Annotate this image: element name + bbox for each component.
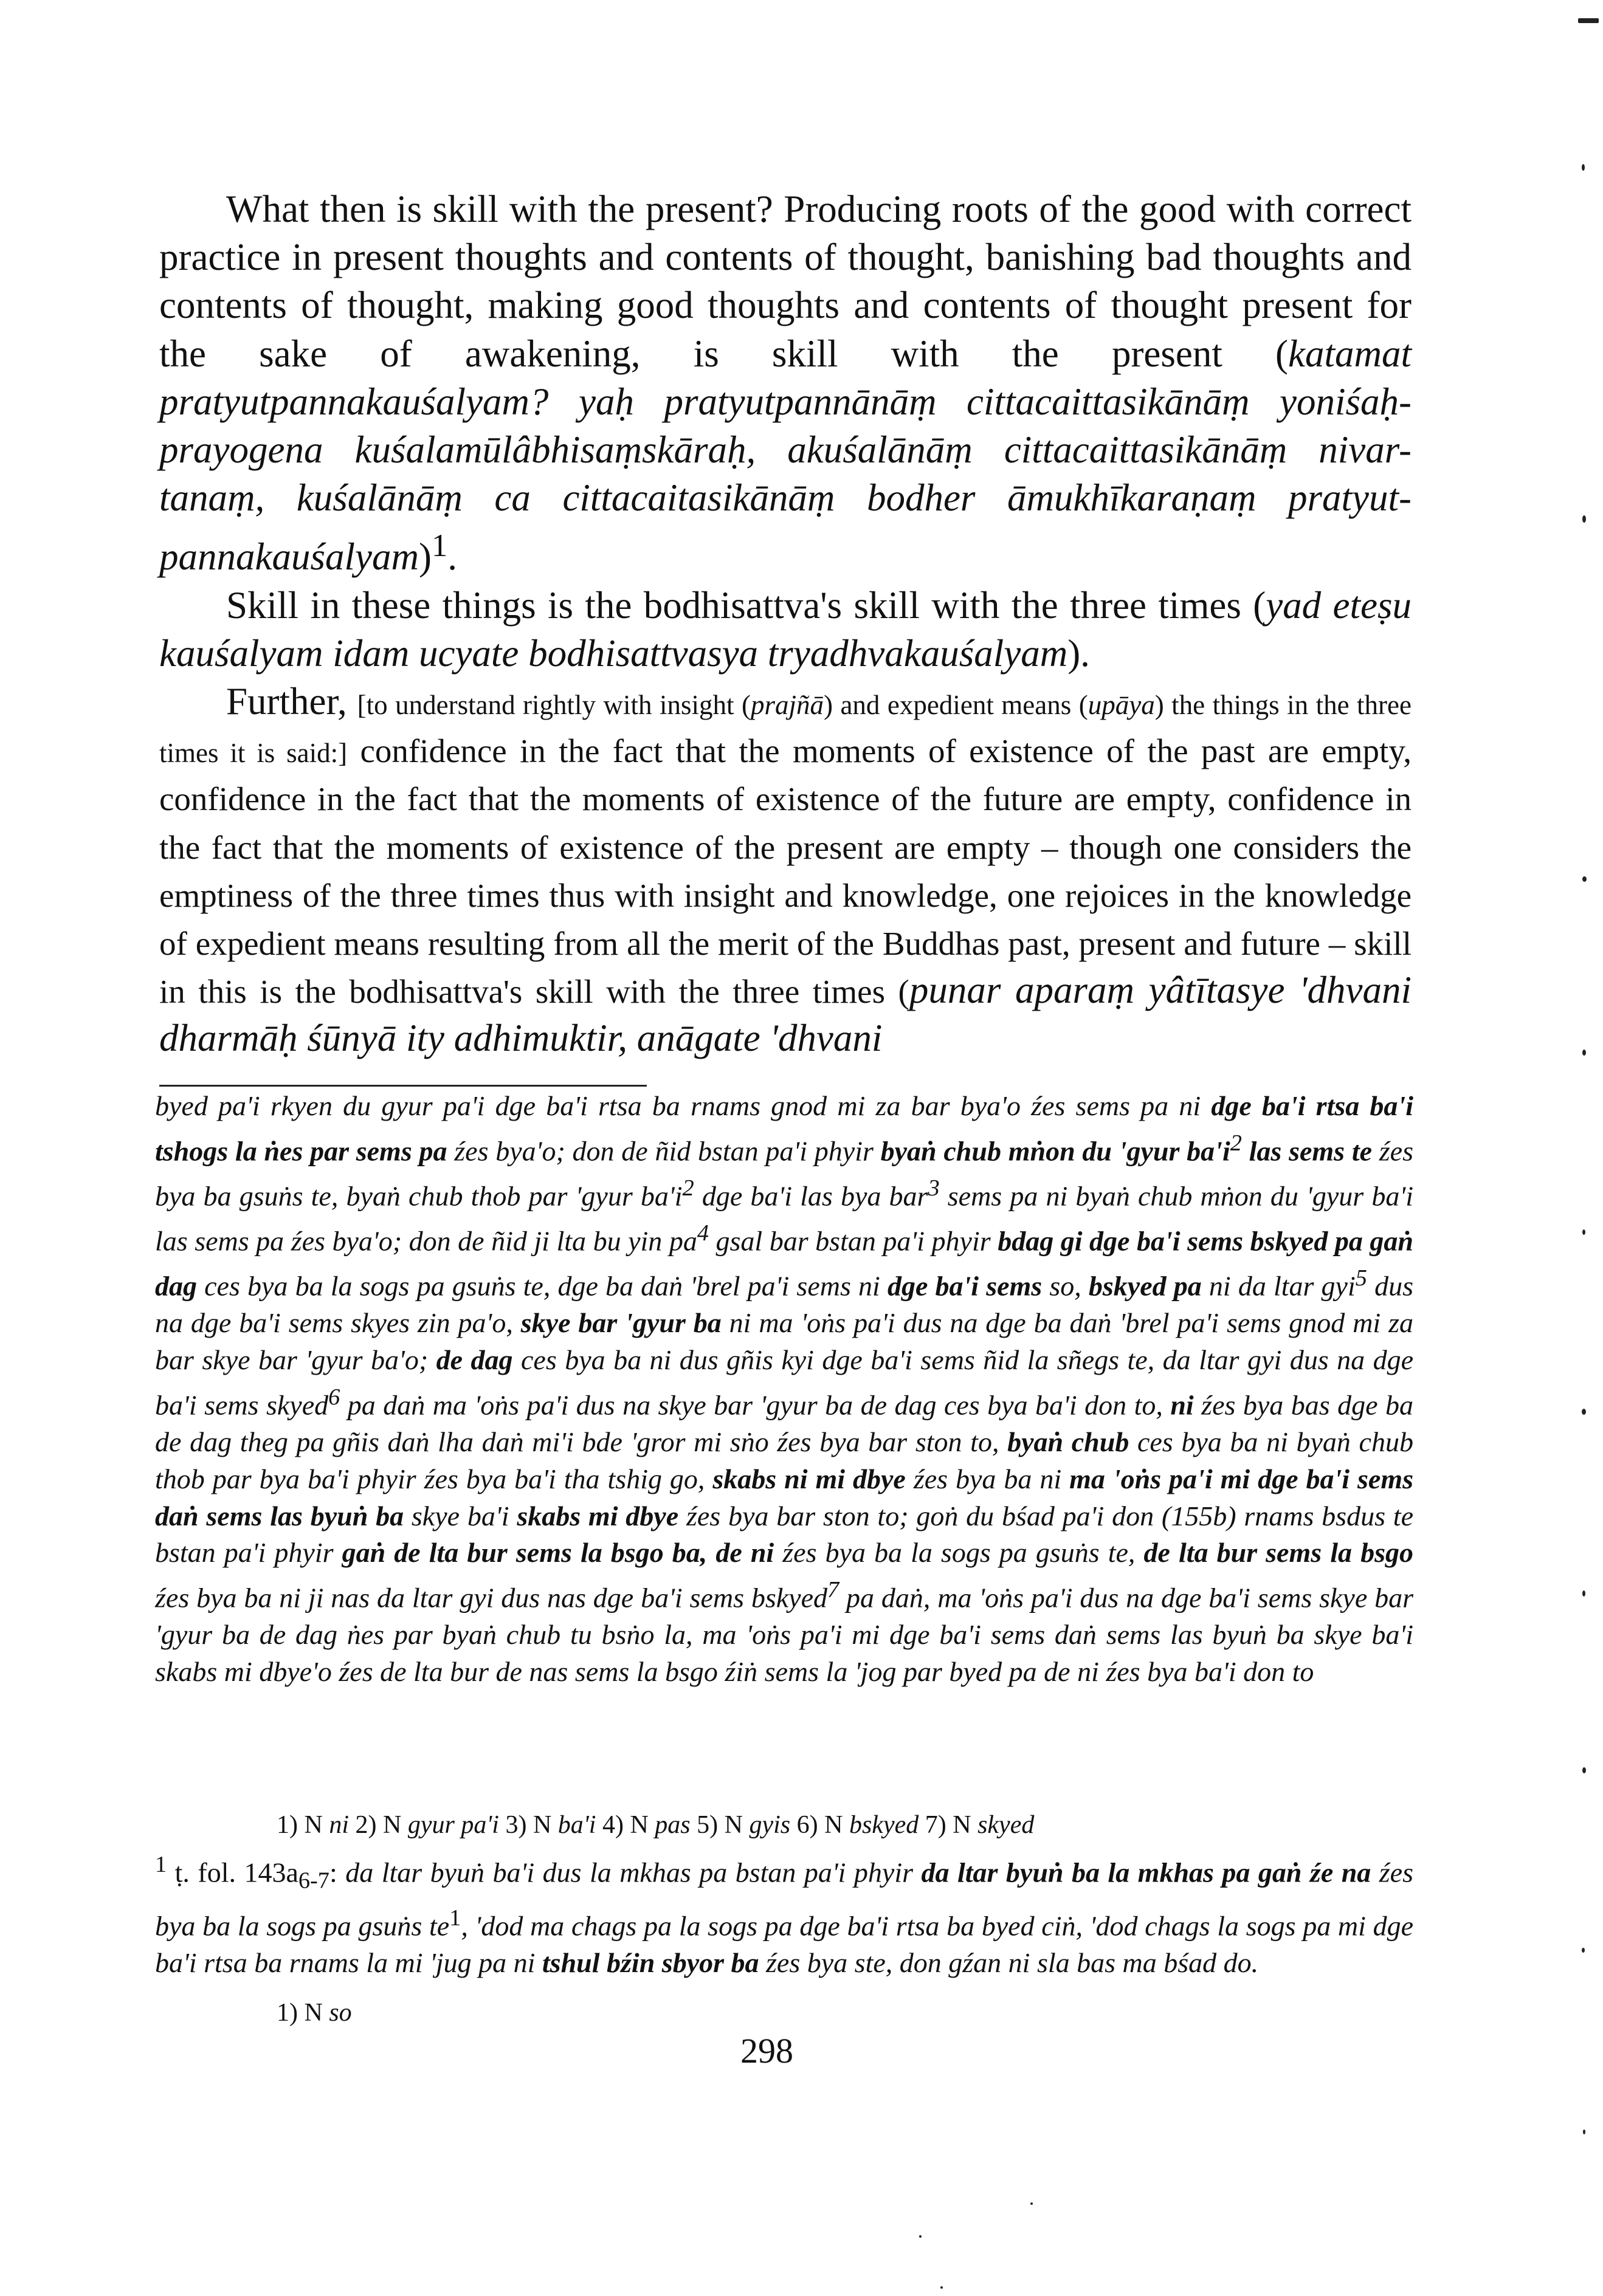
variant-ref: 4	[697, 1220, 709, 1246]
text: da ltar byuṅ ba'i dus la mkhas pa bstan pa'i phyir	[345, 1857, 922, 1888]
variant-label: 3) N	[498, 1811, 558, 1839]
main-text	[159, 185, 1412, 1063]
scan-speck	[940, 2286, 943, 2289]
text: What then is skill with the present? Producing roots of the good with correct practice in present thoughts and contents of thought, banishing bad thoughts and contents of thought, making good thoughts and contents of thought present for the sake of awakening, is skill with the present (	[159, 188, 1412, 375]
lemma: skye bar 'gyur ba	[520, 1307, 722, 1339]
lemma: dge ba'i sems	[887, 1270, 1043, 1302]
scan-speck	[1578, 18, 1599, 23]
text: )	[418, 535, 432, 579]
lemma: tshul bźin sbyor ba	[542, 1947, 759, 1978]
lemma: byaṅ chub	[1007, 1426, 1129, 1458]
text: źes bya bar ston to; goṅ du bśad pa'i don (155b) rnams bsdus te bstan pa'i phyir	[155, 1500, 1413, 1569]
footnote-paragraph	[155, 1846, 1413, 1981]
scan-speck	[1030, 2202, 1033, 2205]
scan-speck	[1582, 1409, 1586, 1415]
text: źes bya ba la sogs pa gsuṅs te	[155, 1857, 1413, 1941]
text: :	[329, 1857, 346, 1888]
scan-speck	[919, 2235, 922, 2238]
variant-readings	[277, 1807, 1432, 1843]
text: źes bya ba ni	[905, 1463, 1070, 1494]
variant-reading: skyed	[977, 1811, 1035, 1839]
variant-label: 1) N	[277, 1999, 329, 2027]
text: ).	[1067, 631, 1090, 675]
variant-ref: 7	[827, 1577, 839, 1603]
footnote-variants	[277, 1995, 641, 2031]
variant-reading: gyis	[749, 1811, 791, 1839]
text: dus na dge ba'i sems skyes zin pa'o,	[155, 1270, 1413, 1339]
sanskrit-quote: punar aparaṃ yâtītasye 'dhvani dharmāḥ śūnyā ity adhimuktir, anāgate 'dhvani	[159, 969, 1412, 1060]
lemma: de lta bur sems la bsgo	[1143, 1537, 1413, 1569]
variant-ref: 3	[928, 1175, 940, 1201]
text: byed pa'i rkyen du gyur pa'i dge ba'i rtsa ba rnams gnod mi za bar bya'o źes sems pa ni	[155, 1090, 1212, 1121]
lemma: skabs ni mi dbye	[712, 1463, 906, 1494]
variant-label: 6) N	[790, 1811, 849, 1839]
scan-speck	[1582, 1050, 1586, 1056]
text: ces bya ba ni byaṅ chub thob par bya ba'i phyir źes bya ba'i tha tshig go,	[155, 1426, 1413, 1494]
tibetan-commentary	[155, 1088, 1413, 1691]
variant-reading: gyur pa'i	[407, 1811, 499, 1839]
lemma: de dag	[436, 1344, 513, 1376]
text: ni ma 'oṅs pa'i dus na dge ba daṅ 'brel pa'i sems gnod mi za bar skye bar 'gyur ba'o;	[155, 1307, 1413, 1376]
text: so,	[1042, 1270, 1089, 1302]
variant-label: 4) N	[596, 1811, 655, 1839]
scan-speck	[1582, 1767, 1586, 1773]
paragraph-2	[159, 582, 1412, 678]
scan-speck	[1582, 1948, 1585, 1953]
commentary-paragraph	[155, 1088, 1413, 1691]
sanskrit-term: prajñā	[750, 690, 824, 721]
footnote-number: 1	[155, 1852, 167, 1877]
variant-reading: pas	[655, 1811, 691, 1839]
text: , 'dod ma chags pa la sogs pa dge ba'i rtsa ba byed ciṅ, 'dod chags la sogs pa mi dge ba'i rtsa ba rnams la mi 'jug pa ni	[155, 1909, 1414, 1978]
variant-reading: ni	[329, 1811, 349, 1839]
variant-label: 7) N	[919, 1811, 978, 1839]
text: Skill in these things is the bodhisattva's skill with the three times (	[226, 583, 1266, 627]
text: źes bya bas dge ba de dag theg pa gñis daṅ lha daṅ mi'i bde 'gror mi sṅo źes bya bar ston to,	[155, 1389, 1414, 1458]
footnote-ref: 1	[431, 528, 448, 564]
text: źes bya ba ni ji nas da ltar gyi dus nas dge ba'i sems bskyed	[155, 1582, 827, 1614]
text: [to understand rightly with insight (	[357, 690, 751, 721]
scan-speck	[1582, 164, 1585, 171]
variant-ref: 6	[328, 1384, 340, 1410]
variant-reading: ba'i	[557, 1811, 596, 1839]
variant-ref: 2	[682, 1175, 694, 1201]
variant-ref: 2	[1230, 1130, 1242, 1156]
sanskrit-quote: yad eteṣu kauśalyam idam ucyate bodhisattvasya tryadhvakauśalyam	[159, 583, 1412, 675]
text: confidence in the fact that the moments of existence of the past are empty, confidence in the fact that the moments of existence of the future are empty, confidence in the fact that the moments of existence of the present are empty – though one considers the emptiness of the three times thus with insight and knowledge, one rejoices in the knowledge of expedient means resulting from all the merit of the Buddhas past, present and future – skill in this is the bodhisattva's skill with the three times (	[159, 732, 1412, 1011]
variant-reading: bskyed	[849, 1811, 919, 1839]
scan-speck	[1582, 876, 1587, 882]
footnote-separator	[159, 1085, 647, 1087]
scan-speck	[1582, 1229, 1585, 1235]
lemma: dge ba'i rtsa ba'i tshogs la ṅes par sems pa	[155, 1090, 1413, 1167]
lemma: bskyed pa	[1088, 1270, 1202, 1302]
lemma: gaṅ de lta bur sems la bsgo ba, de ni	[342, 1537, 774, 1569]
variant-label: 1) N	[277, 1811, 329, 1839]
variant-ref: 1	[449, 1905, 461, 1931]
scan-speck	[1582, 515, 1586, 523]
text: ) the things in the three times it is said:]	[159, 690, 1412, 769]
variant-reading: so	[329, 1999, 352, 2027]
text: gsal bar bstan pa'i phyir	[709, 1225, 998, 1257]
text: źes bya ba la sogs pa gsuṅs te,	[774, 1537, 1144, 1569]
variant-label: 2) N	[349, 1811, 408, 1839]
text: ces bya ba ni dus gñis kyi dge ba'i sems ñid la sñegs te, da ltar gyi dus na dge ba'i sems skyed	[155, 1344, 1413, 1421]
text: pa daṅ ma 'oṅs pa'i dus na skye bar 'gyur ba de dag ces bya ba'i don to,	[340, 1389, 1171, 1421]
footnote-source-lines: 6-7	[298, 1868, 329, 1894]
text: .	[447, 535, 457, 579]
text: ces bya ba la sogs pa gsuṅs te, dge ba daṅ 'brel pa'i sems ni	[197, 1270, 888, 1302]
lemma: ma 'oṅs pa'i mi dge ba'i sems daṅ sems las byuṅ ba	[155, 1463, 1414, 1531]
lemma: ni	[1170, 1389, 1194, 1421]
text: ) and expedient means (	[824, 690, 1088, 721]
paragraph-1	[159, 185, 1412, 582]
sanskrit-quote: katamat pratyutpannakauśalyam? yaḥ pratyutpannānāṃ cittacaittasikānāṃ yoniśaḥ-prayogena kuśalamūlâbhisaṃskāraḥ, akuśalānāṃ cittacaittasikānāṃ nivar-tanaṃ, kuśalānāṃ ca cittacaitasikānāṃ bodher āmukhīkaraṇaṃ pratyut-pannakauśalyam	[159, 332, 1412, 579]
footnote-1	[155, 1846, 1413, 1981]
scan-speck	[1582, 1590, 1585, 1597]
lemma: skabs mi dbye	[517, 1500, 679, 1531]
text: ni da ltar gyi	[1201, 1270, 1356, 1302]
lemma: bdag gi dge ba'i sems bskyed pa gaṅ dag	[155, 1225, 1413, 1302]
text: źes bya ba gsuṅs te, byaṅ chub thob par 'gyur ba'i	[155, 1135, 1413, 1212]
paragraph-3	[159, 678, 1412, 1063]
text: dge ba'i las bya bar	[694, 1180, 928, 1212]
lemma: da ltar byuṅ ba la mkhas pa gaṅ źe na	[921, 1857, 1371, 1888]
lemma: las sems te	[1241, 1135, 1373, 1167]
text: skye ba'i	[404, 1500, 517, 1531]
sanskrit-term: upāya	[1088, 690, 1155, 721]
text: źes bya'o; don de ñid bstan pa'i phyir	[447, 1135, 881, 1167]
text: źes bya ste, don gźan ni sla bas ma bśad do.	[759, 1947, 1259, 1978]
text: sems pa ni byaṅ chub mṅon du 'gyur ba'i las sems pa źes bya'o; don de ñid ji lta bu yin pa	[155, 1180, 1413, 1257]
text: Further,	[226, 680, 357, 723]
variant-label: 5) N	[690, 1811, 750, 1839]
lemma: byaṅ chub mṅon du 'gyur ba'i	[880, 1135, 1230, 1167]
footnote-source: ṭ. fol. 143a	[167, 1857, 298, 1888]
page-number: 298	[740, 2031, 793, 2071]
variant-ref: 5	[1355, 1265, 1367, 1291]
scan-speck	[1583, 2129, 1585, 2134]
text: pa daṅ, ma 'oṅs pa'i dus na dge ba'i sems skye bar 'gyur ba de dag ṅes par byaṅ chub tu bsṅo la, ma 'oṅs pa'i mi dge ba'i sems daṅ sems las byuṅ ba skye ba'i skabs mi dbye'o źes de lta bur de nas sems la bsgo źiṅ sems la 'jog par byed pa de ni źes bya ba'i don to	[155, 1582, 1413, 1688]
